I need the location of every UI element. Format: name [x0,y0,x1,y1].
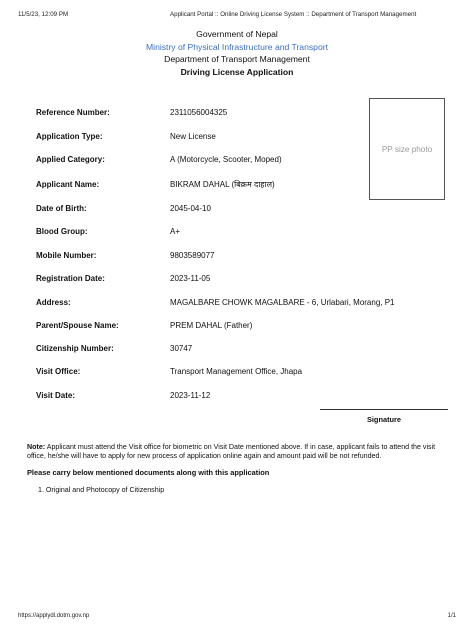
list-item: 1. Original and Photocopy of Citizenship [38,486,165,494]
signature-line [320,409,448,410]
field-value: BIKRAM DAHAL (बिक्रम दाहाल) [170,179,275,189]
field-value: 2023-11-05 [170,274,211,283]
field-row-parent-spouse-name [36,319,436,333]
field-value: 2045-04-10 [170,203,211,213]
field-label: Parent/Spouse Name: [36,320,119,330]
document-title: Driving License Application [180,66,294,77]
field-label: Visit Office: [36,367,81,376]
field-row-visit-office [36,365,436,379]
photo-placeholder-text: PP size photo [381,144,433,154]
field-label: Address: [36,297,71,307]
department-name: Department of Transport Management [164,54,310,64]
photo-placeholder-box [369,98,445,200]
ministry-name: Ministry of Physical Infrastructure and Transport [146,41,328,52]
field-label: Applied Category: [36,155,105,164]
field-label: Mobile Number: [36,250,97,260]
signature-label: Signature [366,415,402,424]
field-value: A+ [170,227,181,236]
field-row-address [36,296,436,310]
field-row-citizenship-number [36,342,436,356]
field-label: Visit Date: [36,390,75,400]
footer-page-number: 1/1 [447,613,456,619]
note-text: Applicant must attend the Visit office for biometric on Visit Date mentioned above. If in case, applicant fails to attend the visit office, he/she will have to apply for new process of application online again and amount paid will be not refunded. [27,443,436,460]
field-value: 2023-11-12 [170,390,211,400]
field-label: Date of Birth: [36,203,87,213]
field-label: Blood Group: [36,227,88,236]
document-header [0,28,474,79]
field-value: Transport Management Office, Jhapa [170,367,303,376]
field-row-mobile-number [36,249,436,263]
field-row-date-of-birth [36,202,436,216]
field-value: New License [170,131,216,141]
field-label: Application Type: [36,131,103,141]
field-label: Registration Date: [36,274,105,283]
documents-list [38,486,164,494]
field-value: 2311056004325 [170,108,228,117]
print-timestamp: 11/5/23, 12:09 PM [18,11,69,18]
field-value: A (Motorcycle, Scooter, Moped) [170,155,282,164]
government-name: Government of Nepal [196,29,278,39]
field-label: Reference Number: [36,108,110,117]
note-paragraph [27,443,451,461]
field-value: 30747 [170,344,193,353]
field-row-visit-date [36,389,436,403]
field-row-blood-group [36,225,436,239]
field-label: Citizenship Number: [36,344,114,353]
field-value: PREM DAHAL (Father) [170,320,253,330]
field-row-registration-date [36,272,436,286]
note-prefix: Note: [27,443,46,451]
field-value: MAGALBARE CHOWK MAGALBARE - 6, Urlabari, Morang, P1 [170,297,395,307]
footer-url: https://applydl.dotm.gov.np [18,613,90,619]
field-value: 9803589077 [170,250,215,260]
documents-heading: Please carry below mentioned documents along with this application [27,468,270,477]
field-label: Applicant Name: [36,179,100,189]
print-page-title: Applicant Portal :: Online Driving License System :: Department of Transport Management [170,11,417,18]
